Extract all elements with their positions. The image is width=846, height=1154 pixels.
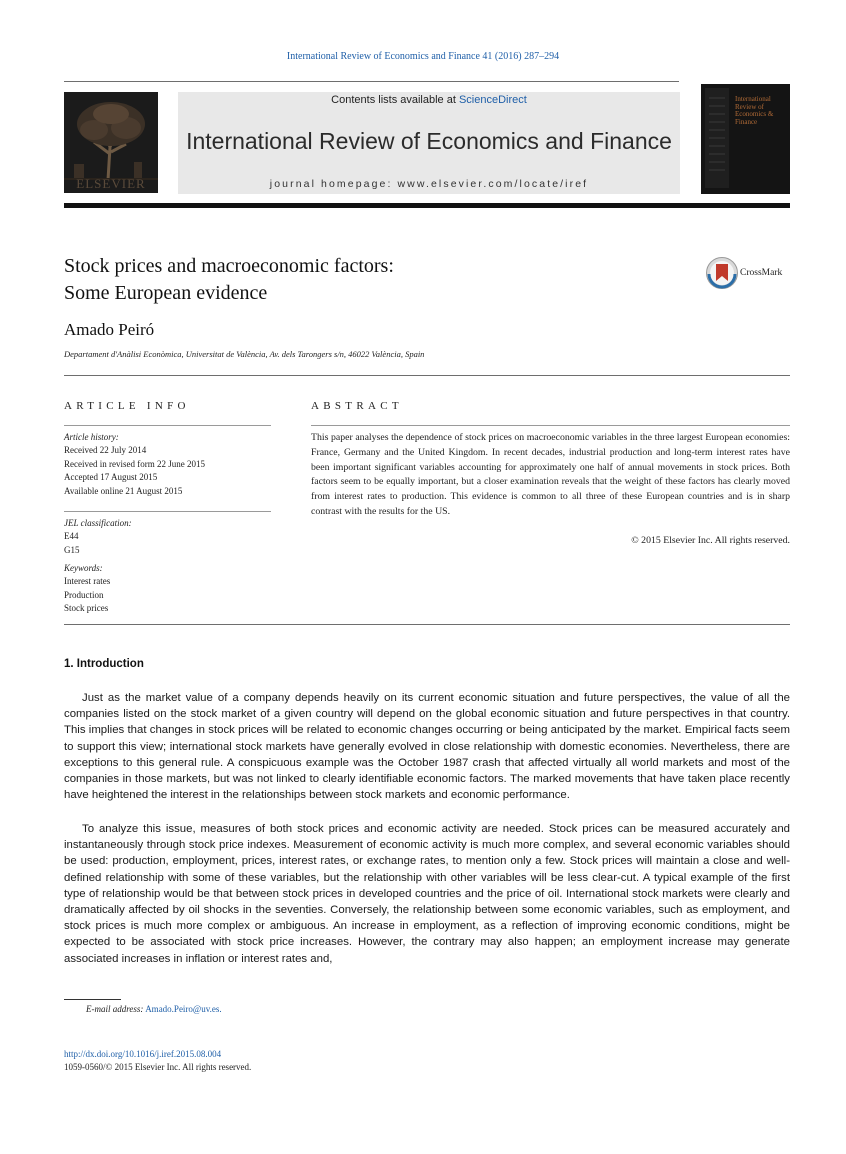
header-divider	[64, 81, 679, 82]
article-title	[64, 253, 394, 307]
email-label: E-mail address:	[86, 1004, 144, 1014]
keywords-label: Keywords:	[64, 563, 103, 573]
front-matter-divider	[64, 624, 790, 625]
journal-reference[interactable]: International Review of Economics and Finance 41 (2016) 287–294	[286, 51, 560, 62]
article-info-mid-divider	[64, 511, 271, 512]
article-title-line-1: Stock prices and macroeconomic factors:	[64, 255, 394, 277]
abstract-heading: ABSTRACT	[311, 400, 403, 412]
journal-homepage-link[interactable]: journal homepage: www.elsevier.com/locate/iref	[269, 178, 589, 190]
article-info-heading: ARTICLE INFO	[64, 400, 190, 412]
body-paragraph: Just as the market value of a company depends heavily on its current economic situation and future perspectives, the value of all the companies listed on the stock market of a given country will depend on the global economic situation and future perspectives in that country. This implies that changes in stock prices will be related to economic changes occurring or being anticipated by the market. Empirical facts seem to support this view; international stock markets have generally evolved in close relationship with domestic economies. Nevertheless, there are exceptions to this general rule. A conspicuous example was the October 1987 crash that affected virtually all world markets and most of the companies in those markets, but was not linked to clearly identifiable economic factors. The marked movements that have taken place recently have heightened the interest in the relationships between stock markets and economic performance.	[64, 692, 790, 802]
history-received: Received 22 July 2014	[64, 445, 147, 456]
jel-code: G15	[64, 544, 80, 555]
article-info-divider	[64, 425, 271, 426]
history-online: Available online 21 August 2015	[64, 485, 183, 496]
elsevier-logo[interactable]	[64, 92, 158, 193]
author-footnote	[86, 1004, 222, 1014]
section-heading-introduction: 1. Introduction	[64, 658, 144, 670]
journal-cover-thumbnail[interactable]	[701, 84, 790, 194]
contents-line	[178, 94, 680, 106]
crossmark-icon	[705, 256, 739, 290]
author-name[interactable]: Amado Peiró	[64, 320, 155, 339]
jel-label: JEL classification:	[64, 518, 132, 528]
doi-link[interactable]: http://dx.doi.org/10.1016/j.iref.2015.08.004	[64, 1049, 222, 1059]
abstract-divider	[311, 425, 790, 426]
abstract-text: This paper analyses the dependence of stock prices on macroeconomic variables in the three largest European economies: France, Germany and the United Kingdom. In recent decades, industrial production and long-term interest rates have been important significant variables accounting for approximately one half of annual movements in stock prices. Both factors seem to be equally important, but a closer examination reveals that the weight of these factors has clearly moved from interest rates to production. This evidence is common to all three of these European countries and is in sharp contrast with the results for the US.	[311, 432, 790, 517]
article-history	[64, 431, 274, 498]
jel-code: E44	[64, 531, 79, 542]
issn-copyright: 1059-0560/© 2015 Elsevier Inc. All rights reserved.	[64, 1062, 252, 1072]
keyword-item[interactable]: Production	[64, 589, 104, 600]
publisher-wordmark: ELSEVIER	[76, 176, 146, 191]
header-thick-rule	[64, 203, 790, 208]
journal-title: International Review of Economics and Finance	[186, 128, 672, 154]
sciencedirect-link[interactable]: ScienceDirect	[458, 94, 527, 106]
abstract-copyright: © 2015 Elsevier Inc. All rights reserved.	[631, 535, 790, 546]
author-email-link[interactable]: Amado.Peiro@uv.es.	[145, 1004, 222, 1014]
journal-banner	[178, 92, 680, 194]
keyword-item[interactable]: Interest rates	[64, 576, 111, 587]
author-affiliation: Departament d'Anàlisi Econòmica, Universitat de València, Av. dels Tarongers s/n, 46022 València, Spain	[64, 349, 425, 359]
body-paragraph: To analyze this issue, measures of both stock prices and economic activity are needed. Stock prices can be measured accurately and instantaneously through stock price indexes. Measurement of economic activity is much more complex, and several economic variables should be used: production, employment, prices, interest rates, or exchange rates, to mention only a few. Stock prices will maintain a close and well-defined relationship with some of these variables, but the relationship with other variables will be less clear-cut. A typical example of the first type of relationship would be that between stock prices in developed countries and the price of oil. International stock markets were clearly and dramatically affected by oil shocks in the seventies. Conversely, the relationship between some economic variables, such as employment, and stock prices is much more complex or ambiguous. An increase in employment, as a reflection of improving economic conditions, might be expected to be associated with stock price increases. However, the contrary may also happen; an employment increase may generate associated increases in inflation or interest rates and,	[64, 823, 790, 965]
article-title-line-2: Some European evidence	[64, 282, 268, 304]
article-history-label: Article history:	[64, 432, 119, 442]
history-accepted: Accepted 17 August 2015	[64, 472, 158, 483]
jel-classification	[64, 517, 274, 557]
history-revised: Received in revised form 22 June 2015	[64, 458, 205, 469]
crossmark-label: CrossMark	[740, 268, 783, 278]
cover-title: International Review of Economics & Finance	[735, 95, 774, 126]
crossmark-badge[interactable]	[705, 256, 795, 290]
keyword-item[interactable]: Stock prices	[64, 603, 109, 614]
footnote-divider	[64, 999, 121, 1000]
keywords	[64, 562, 274, 616]
contents-prefix: Contents lists available at	[331, 94, 459, 106]
title-divider	[64, 375, 790, 376]
